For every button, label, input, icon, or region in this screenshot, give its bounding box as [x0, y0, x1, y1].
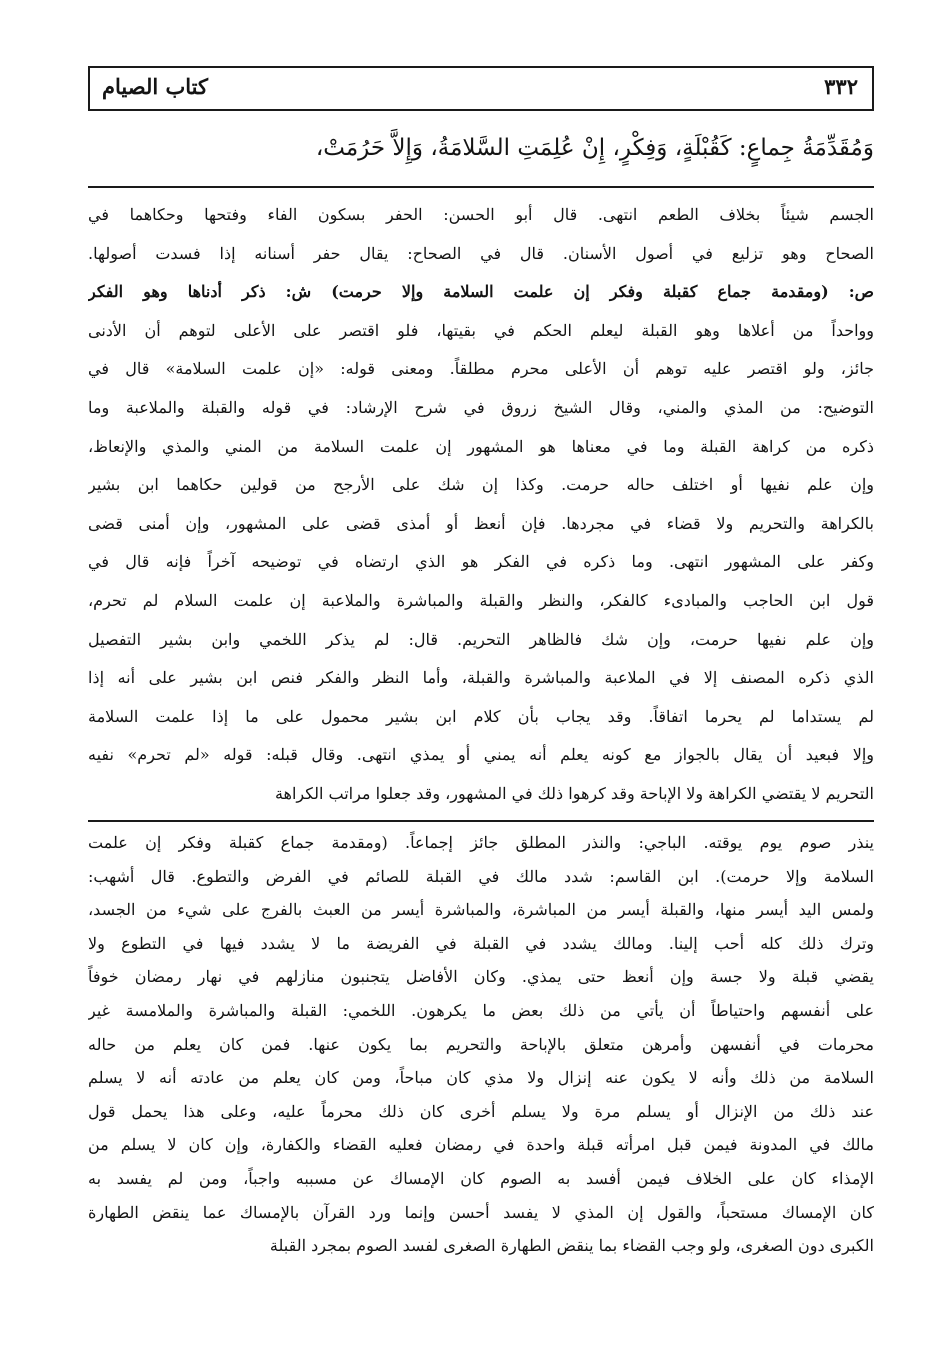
book-title: كتاب الصيام [102, 74, 208, 99]
footnote-line: عند ذلك من الإنزال أو يسلم مرة ولا يسلم أخرى كان ذلك محرماً عليه، وعلى هذا يحمل قول [88, 1101, 874, 1121]
commentary-line: بالكراهة والتحريم ولا قضاء في مجردها. فإن أنعظ أو أمذى قضى على المشهور، وإن أمنى قضى [88, 513, 874, 533]
commentary-line: الذي ذكره المصنف إلا في الملاعبة والمباشرة والقبلة، وأما النظر والفكر فنص ابن بشير على أنه إذا [88, 668, 874, 688]
commentary-line: التحريم لا يقتضي الكراهة ولا الإباحة وقد كرهوا ذلك في المشهور، وقد جعلوا مراتب الكراهة [274, 783, 874, 803]
footnote-line: مالك في المدونة فيمن قبل امرأته قبلة واحدة في رمضان فعليه القضاء والكفارة، وإن كان لا يسلم من [88, 1135, 874, 1155]
footnote-block [88, 826, 874, 1263]
footnote-line: على أنفسهم واحتياطاً أن يأتي من ذلك بعض ما يكرهون. اللخمي: القبلة والمباشرة والملامسة غير [88, 1000, 874, 1020]
commentary-line: وواحداً من أعلاها وهو القبلة ليعلم الحكم في بقيتها، فلو اقتصر على الأعلى لتوهم أن الأدنى [88, 320, 874, 340]
commentary-line: لم يستداما لم يحرما اتفاقاً. وقد يجاب بأن كلام ابن بشير محمول على ما إذا علمت السلامة [88, 706, 874, 726]
commentary-line: الجسم شيئاً بخلاف الطعم انتهى. قال أبو الحسن: الحفر بسكون الفاء وفتحها وحكاهما في [88, 205, 874, 224]
footnote-line: السلامة وإلا حرمت). ابن القاسم: شدد مالك في القبلة للصائم في الفرض والتطوع. قال أشهب: [88, 866, 874, 886]
footnote-line: الكبرى دون الصغرى، ولو وجب القضاء بما ينقض الطهارة الصغرى لفسد الصوم بمجرد القبلة [269, 1236, 874, 1256]
commentary-block [88, 196, 874, 814]
matn-divider [88, 186, 874, 188]
footnote-line: الإمذاء كان على الخلاف فيمن أفسد به الصوم كان الإمساك عن مسببه واجباً، ومن لم يفسد به [88, 1168, 874, 1188]
commentary-line: وكفر على المشهور انتهى. وما ذكره في الفكر هو الذي ارتضاه في توضيحه آخراً فإنه قال في [88, 552, 874, 572]
footnote-line: وترك ذلك كله أحب إلينا. ومالك يشدد في القبلة في الفريضة ما لا يشدد فيها في التطوع ولا [88, 933, 874, 953]
footnote-divider [88, 820, 874, 822]
page-header [88, 66, 874, 111]
footnote-line: ولمس اليد أيسر منها، والقبلة أيسر من المباشرة، والمباشرة أيسر من العبث بالفرج على شيء من الجسد، [88, 900, 874, 920]
footnote-line: كان الإمساك مستحباً، والقول إن المذي لا يفسد أحسن وإنما ورد القرآن بالإمساك عما ينقض الطهارة [88, 1202, 874, 1222]
commentary-line: التوضيح: من المذي والمني، وقال الشيخ زروق في شرح الإرشاد: في قوله والقبلة والملاعبة وما [88, 397, 874, 417]
matn-text: وَمُقَدِّمَةُ جِماعٍ: كَقُبْلَةٍ، وَفِكْرٍ، إِنْ عُلِمَتِ السَّلامَةُ، وَإِلاَّ حَرُمَتْ، [315, 135, 874, 161]
commentary-line: الصحاح وهو تزليع في أصول الأسنان. قال في الصحاح: يقال حفر أسنانه إذا فسدت أصولها. [88, 243, 874, 263]
page-number: ٣٣٢ [824, 74, 858, 99]
footnote-line: السلامة من ذلك وأنه لا يكون عنه إنزال ولا مذي كان مباحاً، ومن كان يعلم من عادته أنه لا يسلم [88, 1068, 874, 1088]
footnote-line: محرمات في أنفسهن وأمرهن متعلق بالإباحة والتحريم بما يكون عنها. فمن كان يعلم من حاله [88, 1034, 874, 1054]
commentary-line: ذكره من كراهة القبلة وما في معناها هو المشهور إن علمت السلامة من المني والمذي والإنعاظ، [88, 436, 874, 456]
commentary-line: ص: (ومقدمة جماع كقبلة وفكر إن علمت السلامة وإلا حرمت) ش: ذكر أدناها وهو الفكر [88, 282, 874, 302]
commentary-line: وإن علم نفيها حرمت، وإن شك فالظاهر التحريم. قال: لم يذكر اللخمي وابن بشير التفصيل [88, 629, 874, 649]
footnote-line: ينذر صوم يوم يوقته. الباجي: والنذر المطلق جائز إجماعاً. (ومقدمة جماع كقبلة وفكر إن علمت [88, 833, 874, 852]
commentary-line: جائز، ولو اقتصر عليه توهم أن الأعلى محرم مطلقاً. ومعنى قوله: «إن علمت السلامة» قال في [88, 359, 874, 379]
commentary-line: قول ابن الحاجب والمبادىء كالفكر، والنظر والقبلة والمباشرة والملاعبة إن علمت السلام لم تحرم، [88, 590, 874, 610]
footnote-line: يقضي قبلة ولا جسة وإن أنعظ حتى يمذي. وكان الأفاضل يتجنبون منازلهم في نهار رمضان خوفاً [88, 967, 874, 987]
commentary-line: وإن علم نفيها أو اختلف حاله حرمت. وكذا إن شك على الأرجح من قولين حكاهما ابن بشير [88, 475, 874, 495]
commentary-line: وإلا فبعيد أن يقال بالجواز مع كونه يعلم أنه يمني أو يمذي انتهى. وقال قبله: قوله «لم تحرم» نفيه [88, 745, 874, 765]
